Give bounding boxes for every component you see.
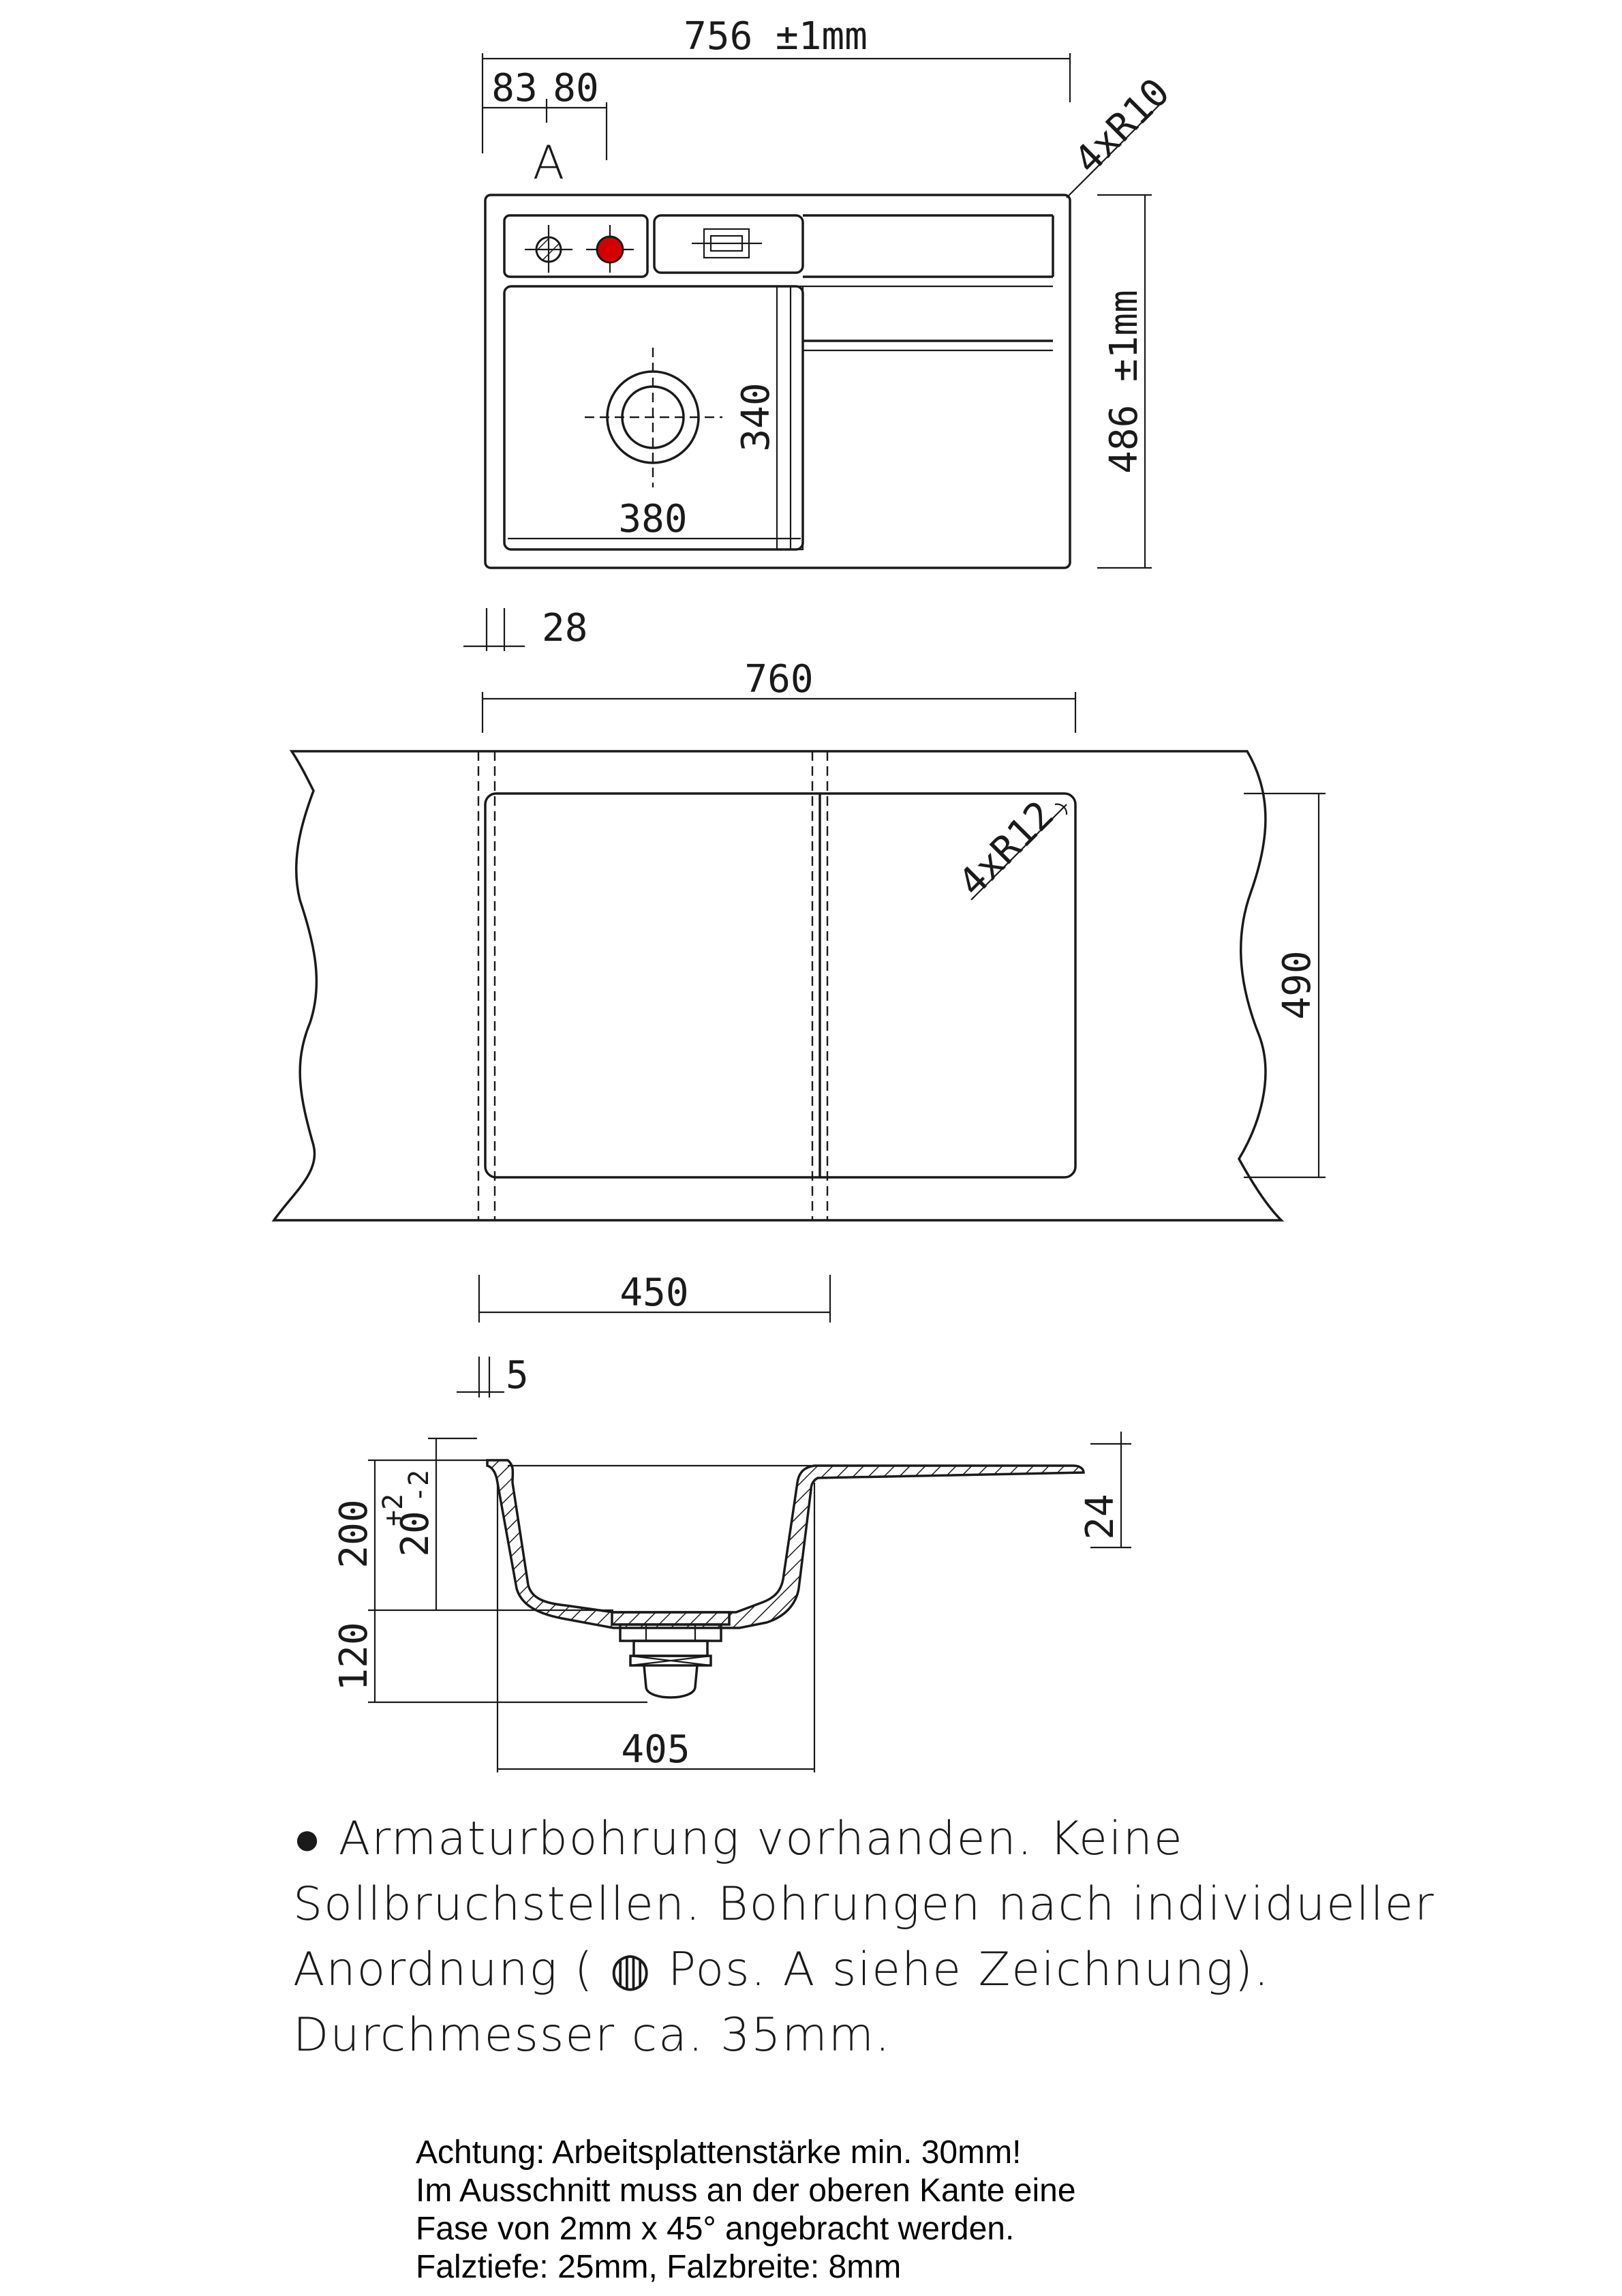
position-a-label: A [532,136,565,190]
dim-cabinet-width-label: 450 [619,1271,689,1315]
corner-radius-cutout [950,793,1067,905]
warning-text [416,2134,1438,2286]
corner-radius-top [1066,70,1178,198]
countertop [274,751,1281,1220]
top-view [483,14,1178,568]
dim-rim-offset [463,606,587,651]
bowl-wall [791,286,803,549]
dim-rim-offset-label: 28 [542,606,588,650]
dim-offset-b: 80 [553,66,599,110]
section-view [332,1353,1131,1772]
tap-hole-red-icon [586,225,634,273]
warning-line-4: Falztiefe: 25mm, Falzbreite: 8mm [416,2249,902,2285]
drainboard-grooves [803,215,1053,350]
dim-rim-height [378,1438,477,1610]
tap-deck [504,215,647,277]
note-line-1: ● Armaturbohrung vorhanden. Keine [293,1812,1184,1866]
dim-drainboard-height-label: 24 [1078,1494,1122,1540]
dim-bowl-depth [734,286,778,549]
dim-cutout-depth-label: 490 [1275,950,1319,1020]
dim-bottom-width-label: 405 [621,1727,690,1772]
dim-cutout-width-label: 760 [744,657,814,701]
cutout-view [274,606,1326,1323]
note-line-2: Sollbruchstellen. Bohrungen nach individueller [293,1877,1435,1931]
note-line-3: Anordnung ( ◍ Pos. A siehe Zeichnung). [293,1943,1270,1997]
dim-depth-label: 486 ±1mm [1102,290,1146,474]
dim-drainboard-height [1078,1432,1131,1547]
dim-edge-offset [457,1353,529,1398]
note-line-4: Durchmesser ca. 35mm. [293,2008,891,2062]
dim-bowl-width [508,497,801,541]
dim-rim-tol-plus: +2 [378,1493,409,1527]
dim-bowl-width-label: 380 [618,497,688,541]
warning-line-3: Fase von 2mm x 45° angebracht werden. [416,2211,1015,2247]
dim-offset-a: 83 [491,66,538,110]
dim-cabinet-width [479,1271,830,1323]
dim-bowl-depth-label: 340 [734,382,778,452]
dim-rim-height-label: 20 [393,1511,438,1557]
dim-total-height [332,1460,613,1610]
drain-icon [585,348,722,487]
dim-edge-offset-label: 5 [506,1353,529,1398]
dim-position-a [483,66,607,190]
dim-total-height-label: 200 [332,1499,376,1569]
overflow-icon [692,229,762,258]
dim-drain-height-label: 120 [332,1622,376,1691]
sink-section [487,1460,1084,1628]
dim-cutout-width [483,657,1075,733]
note-text [293,1807,1452,2068]
corner-radius-top-label: 4xR10 [1065,70,1179,183]
dim-depth [1097,195,1152,568]
dim-top-width-label: 756 ±1mm [684,14,868,59]
tap-hole-hatched-icon [525,225,572,273]
corner-radius-cutout-label: 4xR12 [949,792,1063,905]
dim-rim-tol-minus: -2 [403,1469,435,1503]
warning-line-1: Achtung: Arbeitsplattenstärke min. 30mm! [416,2134,1022,2171]
drain-assembly-icon [612,1612,729,1697]
warning-line-2: Im Ausschnitt muss an der oberen Kante eine [416,2173,1076,2209]
